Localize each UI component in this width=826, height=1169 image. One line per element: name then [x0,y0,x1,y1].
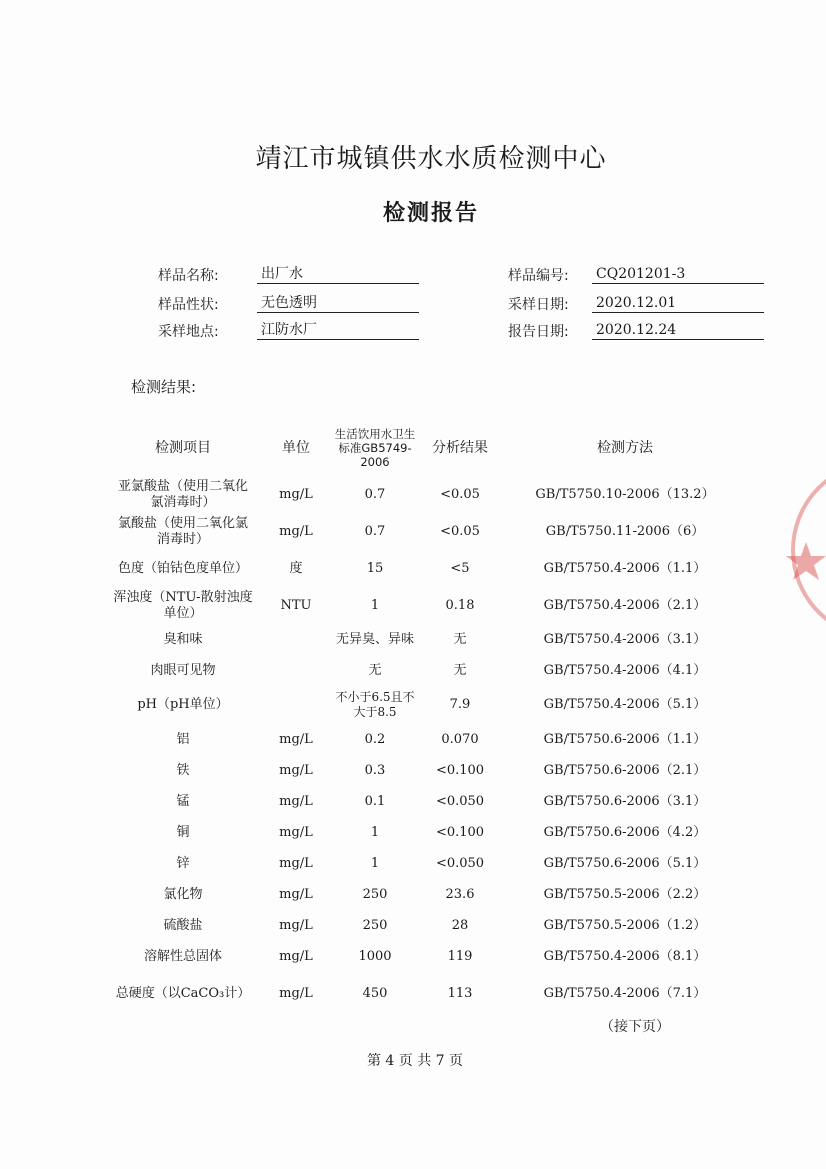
cell-result: 0.070 [441,731,479,747]
cell-unit: mg/L [279,486,313,502]
table-row [112,817,732,848]
cell-unit [262,655,330,686]
cell-result: 无 [453,662,467,678]
cell-method: GB/T5750.4-2006（4.1） [543,662,707,678]
cell-standard: 0.3 [364,762,386,778]
cell-method: GB/T5750.4-2006（1.1） [543,560,707,576]
sampling-site-value: 江防水厂 [257,321,419,340]
cell-method: GB/T5750.6-2006（4.2） [543,824,707,840]
cell-standard: 450 [362,986,388,1001]
report-date-value: 2020.12.24 [592,321,764,340]
cell-item: 铁 [176,762,190,778]
table-row [112,941,732,972]
sample-name-label: 样品名称: [158,268,219,284]
organization-title: 靖江市城镇供水水质检测中心 [255,144,607,174]
cell-standard: 无 [368,662,382,678]
cell-item: 氯酸盐（使用二氧化氯消毒时） [117,515,248,547]
cell-result: 无 [453,631,467,647]
cell-standard: 无异臭、异味 [335,631,414,647]
cell-method: GB/T5750.6-2006（2.1） [543,762,707,778]
cell-item: 色度（铂钴色度单位） [117,560,248,576]
cell-standard: 0.2 [364,731,386,747]
cell-standard: 250 [362,917,388,933]
cell-method: GB/T5750.6-2006（5.1） [543,855,707,871]
column-header-standard: 生活饮用水卫生标准GB5749-2006 [334,427,416,469]
cell-result: 7.9 [449,697,471,712]
cell-unit: mg/L [279,762,313,778]
cell-item: 硫酸盐 [163,917,203,933]
cell-unit: NTU [280,597,312,613]
cell-method: GB/T5750.10-2006（13.2） [535,486,715,502]
cell-unit: mg/L [279,793,313,809]
cell-standard: 0.7 [364,523,386,539]
sampling-date-value: 2020.12.01 [592,294,764,313]
cell-unit: mg/L [279,523,313,539]
cell-standard: 250 [362,886,388,902]
cell-standard: 0.7 [364,486,386,502]
column-header-result: 分析结果 [432,440,488,456]
cell-result: <0.050 [435,855,485,871]
cell-unit: 度 [289,560,303,576]
cell-result: <5 [450,560,470,576]
cell-item: pH（pH单位） [137,697,229,712]
cell-standard: 1000 [358,948,392,964]
column-header-item: 检测项目 [155,440,211,456]
cell-standard: 不小于6.5且不大于8.5 [335,690,415,719]
cell-result: 113 [447,986,473,1001]
cell-item: 臭和味 [163,631,203,647]
cell-unit: mg/L [279,731,313,747]
table-row [112,655,732,686]
results-section-label: 检测结果: [131,378,197,396]
cell-method: GB/T5750.6-2006（1.1） [543,731,707,747]
cell-standard: 1 [370,597,380,613]
cell-method: GB/T5750.5-2006（1.2） [543,917,707,933]
cell-unit: mg/L [279,917,313,933]
sampling-date-label: 采样日期: [508,297,569,313]
cell-method: GB/T5750.4-2006（5.1） [543,697,707,712]
sample-number-label: 样品编号: [508,268,569,284]
table-row [112,755,732,786]
cell-item: 肉眼可见物 [150,662,216,678]
report-title: 检测报告 [382,201,479,226]
table-row [112,686,732,724]
cell-result: 28 [451,917,469,933]
cell-result: <0.100 [435,824,485,840]
cell-method: GB/T5750.4-2006（8.1） [543,948,707,964]
cell-standard: 1 [370,855,380,871]
page-indicator: 第 4 页 共 7 页 [366,1053,464,1069]
cell-result: <0.05 [440,523,480,539]
cell-unit: mg/L [279,986,313,1001]
cell-item: 铜 [176,824,190,840]
cell-result: 0.18 [445,597,475,613]
official-seal-stamp [786,470,826,670]
cell-unit [262,686,330,724]
cell-method: GB/T5750.4-2006（3.1） [543,631,707,647]
cell-standard: 1 [370,824,380,840]
cell-standard: 15 [366,560,384,576]
sample-state-value: 无色透明 [257,294,419,313]
cell-method: GB/T5750.4-2006（2.1） [543,597,707,613]
table-row [112,550,732,587]
table-row [112,786,732,817]
sampling-site-label: 采样地点: [158,324,219,340]
table-row [112,848,732,879]
cell-result: 23.6 [445,886,475,902]
cell-item: 溶解性总固体 [143,948,222,964]
table-row [112,624,732,655]
table-row [112,972,732,1016]
cell-item: 锰 [176,793,190,809]
results-table [112,420,732,1016]
cell-item: 锌 [176,855,190,871]
column-header-method: 检测方法 [597,440,653,456]
table-row [112,476,732,513]
table-row [112,513,732,550]
cell-unit: mg/L [279,886,313,902]
table-row [112,724,732,755]
cell-item: 氯化物 [163,886,203,902]
cell-result: <0.05 [440,486,480,502]
cell-unit [262,624,330,655]
cell-method: GB/T5750.11-2006（6） [545,523,705,539]
report-date-label: 报告日期: [508,324,569,340]
cell-method: GB/T5750.5-2006（2.2） [543,886,707,902]
cell-item: 亚氯酸盐（使用二氧化氯消毒时） [117,478,248,510]
sample-number-value: CQ201201-3 [592,265,764,284]
sample-name-value: 出厂水 [257,265,419,284]
cell-method: GB/T5750.4-2006（7.1） [543,986,707,1001]
cell-result: <0.050 [435,793,485,809]
cell-unit: mg/L [279,855,313,871]
cell-unit: mg/L [279,948,313,964]
table-row [112,879,732,910]
table-row [112,587,732,624]
table-row [112,910,732,941]
table-header-row [112,420,732,476]
sample-state-label: 样品性状: [158,297,219,313]
column-header-unit: 单位 [282,440,310,456]
continued-note: （接下页） [600,1019,670,1035]
cell-item: 浑浊度（NTU-散射浊度单位） [113,589,253,621]
cell-item: 总硬度（以CaCO₃计） [115,986,251,1001]
cell-method: GB/T5750.6-2006（3.1） [543,793,707,809]
cell-unit: mg/L [279,824,313,840]
cell-result: <0.100 [435,762,485,778]
cell-result: 119 [447,948,473,964]
cell-item: 铝 [176,731,190,747]
cell-standard: 0.1 [364,793,386,809]
